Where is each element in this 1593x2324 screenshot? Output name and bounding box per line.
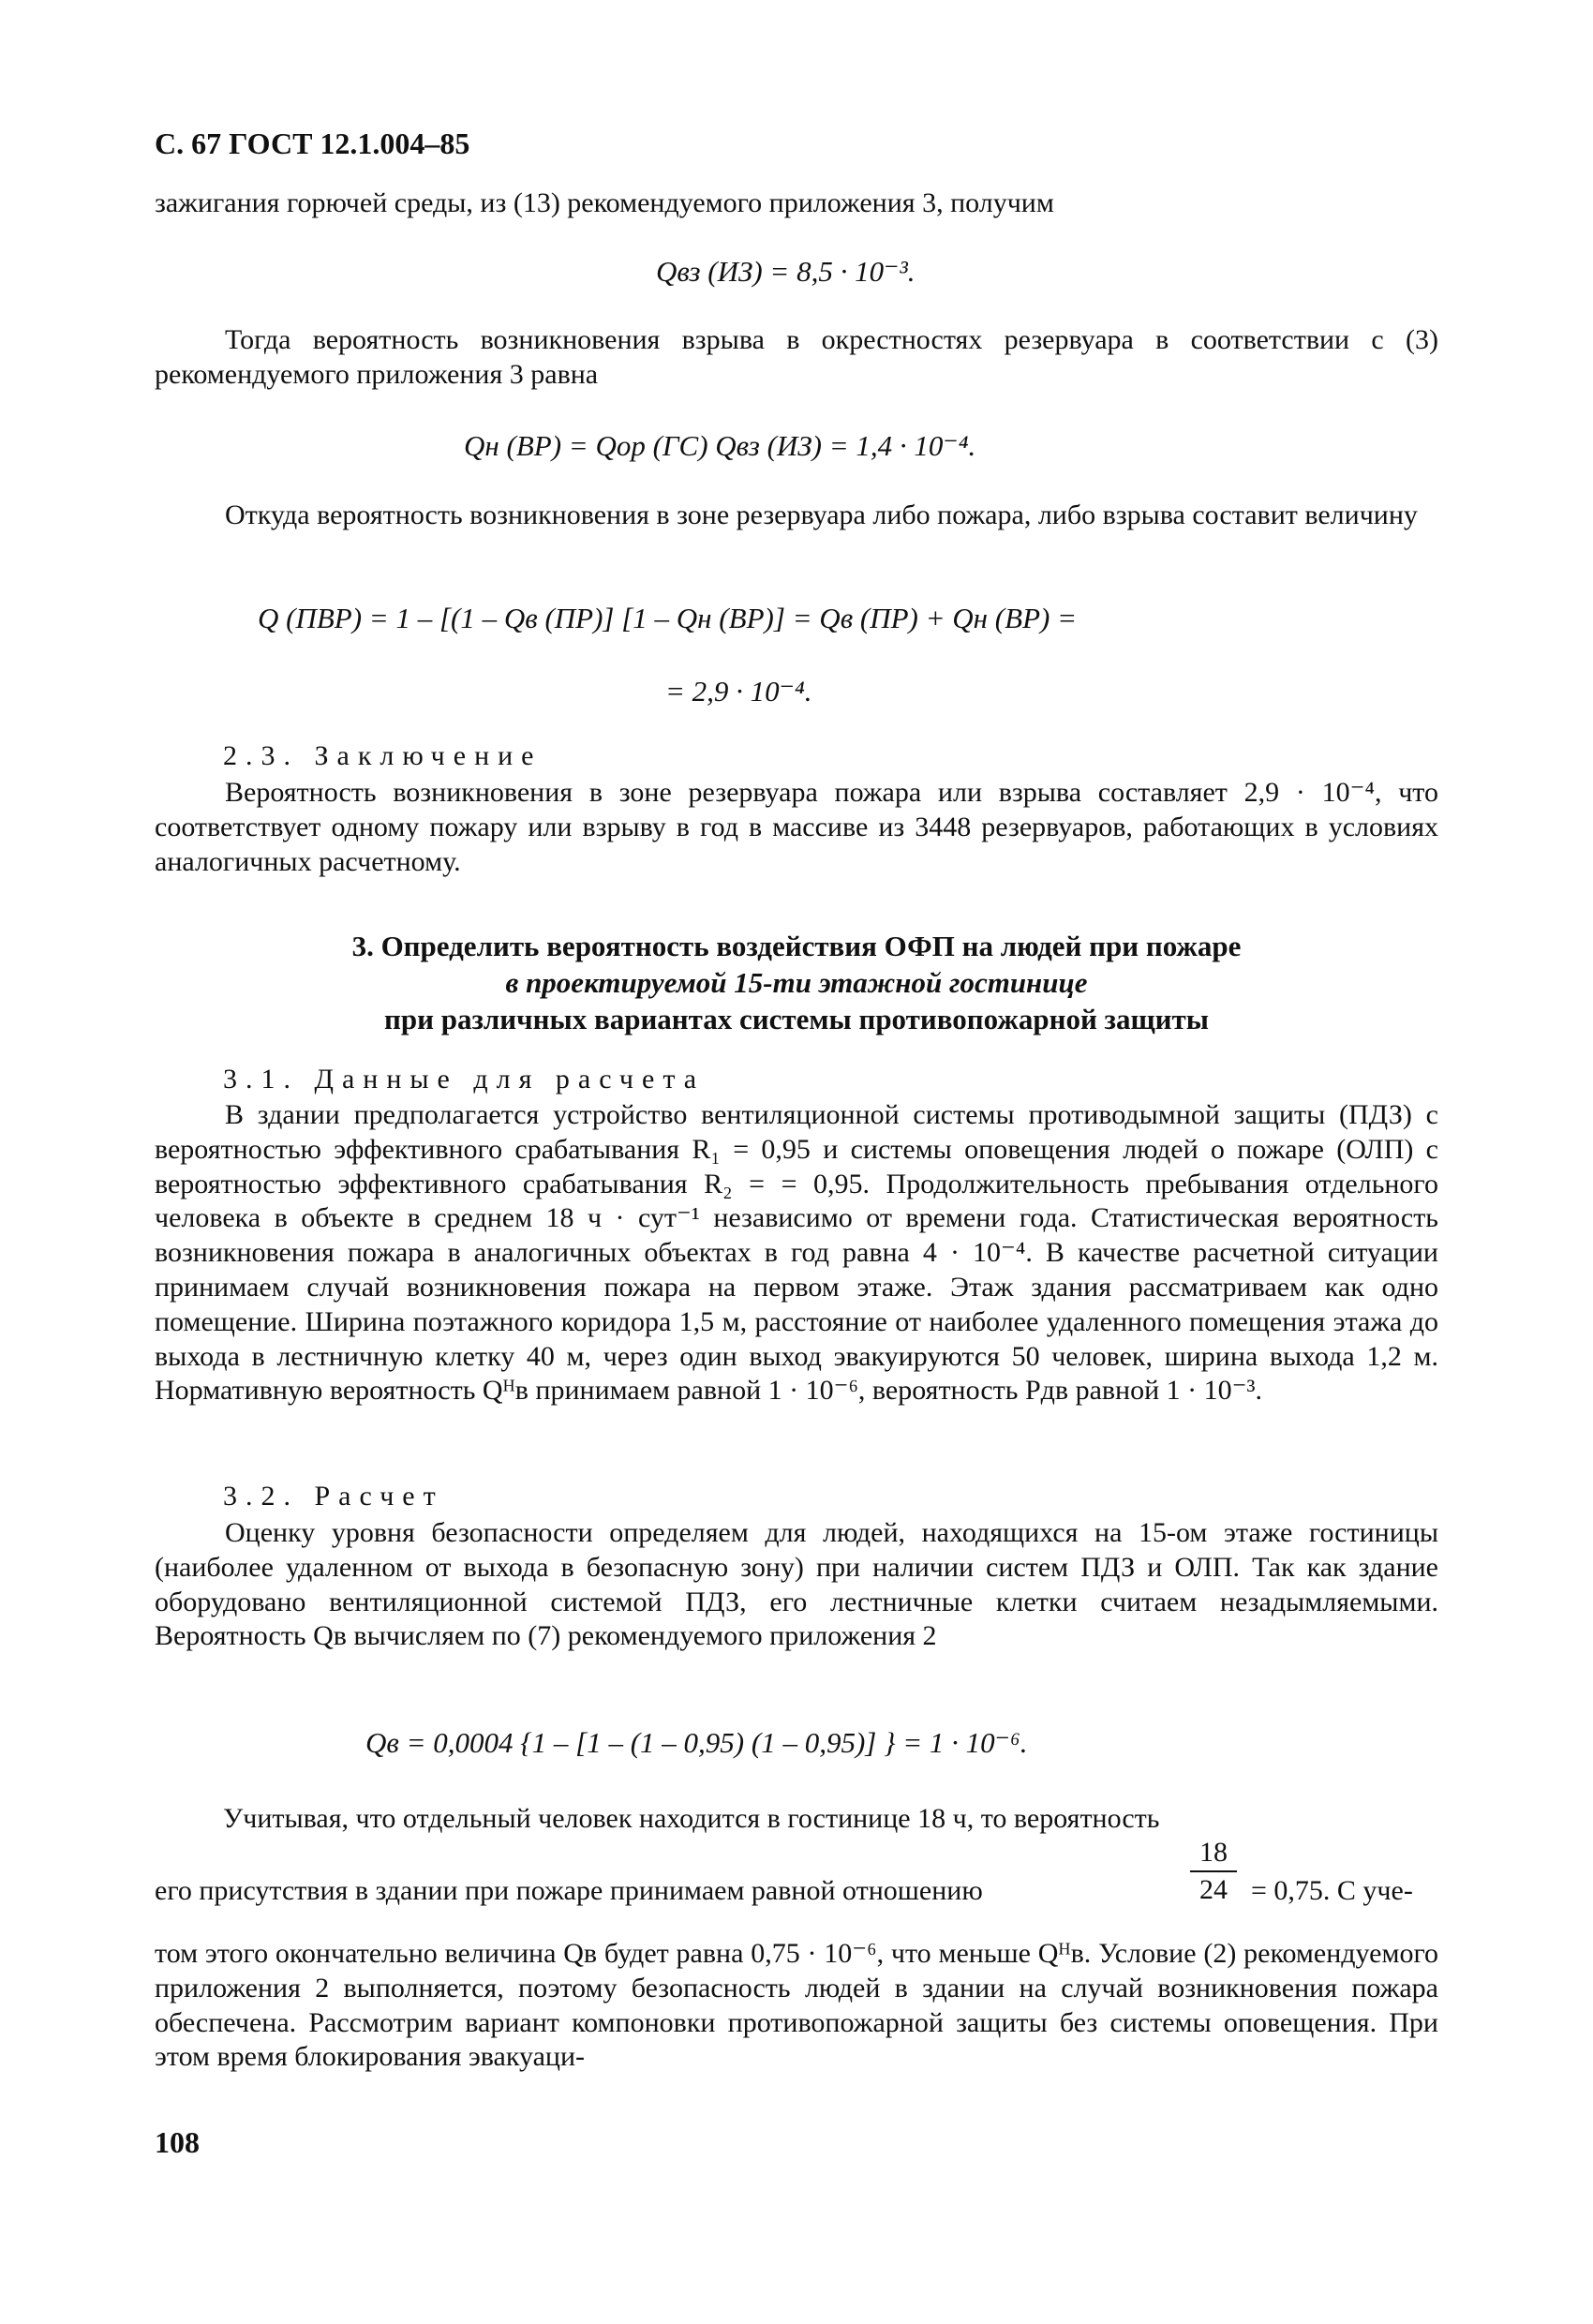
- paragraph-5: [155, 1098, 1438, 1408]
- paragraph-8: том этого окончательно величина Qв будет равна 0,75 · 10⁻⁶, что меньше Qᴴв. Условие (2) рекомендуемого приложения 2 выполняется, поэтому безопасность людей в здании на случай возникновения пожара обеспечена. Рассмотрим вариант компоновки противопожарной защиты без системы оповещения. При этом время блокирования эвакуаци-: [155, 1938, 1438, 2073]
- paragraph-7-line-2-end: = 0,75. С уче-: [1251, 1875, 1413, 1906]
- paragraph-7-line-2: его присутствия в здании при пожаре принимаем равной отношению: [155, 1875, 983, 1906]
- formula-4: Qв = 0,0004 {1 – [1 – (1 – 0,95) (1 – 0,95)] } = 1 · 10⁻⁶.: [365, 1726, 1028, 1759]
- paragraph-5-text: В здании предполагается устройство вентиляционной системы противодымной защиты (ПДЗ) с вероятностью эффективного срабатывания R₁ = 0,95 и системы оповещения людей о пожаре (ОЛП) с вероятностью эффективного срабатывания R₂ = = 0,95. Продолжительность пребывания отдельного человека в объекте в среднем 18 ч · сут⁻¹ независимо от времени года. Статистическая вероятность возникновения пожара в аналогичных объектах в год равна 4 · 10⁻⁴. В качестве расчетной ситуации принимаем случай возникновения пожара на первом этаже. Этаж здания рассматриваем как одно помещение. Ширина поэтажного коридора 1,5 м, расстояние от наиболее удаленного помещения этажа до выхода в лестничную клетку 40 м, через один выход эвакуируются 50 человек, ширина выхода 1,2 м. Нормативную вероятность Qᴴв принимаем равной 1 · 10⁻⁶, вероятность Pдв равной 1 · 10⁻³.: [155, 1099, 1438, 1407]
- paragraph-4: [155, 776, 1438, 879]
- section-3-2-heading: 3.2. Расчет: [223, 1481, 444, 1512]
- paragraph-7-line-1: Учитывая, что отдельный человек находится в гостинице 18 ч, то вероятность: [223, 1803, 1160, 1834]
- paragraph-6: [155, 1516, 1438, 1654]
- fraction-numerator: 18: [1199, 1837, 1228, 1868]
- fraction-18-24: [1185, 1837, 1242, 1906]
- section-3-title-line-3: при различных вариантах системы противопожарной защиты: [384, 1003, 1209, 1035]
- formula-3a: Q (ПВР) = 1 – [(1 – Qв (ПР)] [1 – Qн (ВР)] = Qв (ПР) + Qн (ВР) =: [258, 602, 1077, 634]
- paragraph-3: [155, 499, 1438, 533]
- formula-1: Qвз (ИЗ) = 8,5 · 10⁻³.: [656, 255, 916, 288]
- page-number: 108: [155, 2125, 200, 2159]
- section-2-3-heading: 2.3. Заключение: [223, 740, 543, 771]
- formula-2: Qн (ВР) = Qор (ГС) Qвз (ИЗ) = 1,4 · 10⁻⁴.: [464, 429, 976, 462]
- paragraph-6-text: Оценку уровня безопасности определяем для людей, находящихся на 15-ом этаже гостиницы (наиболее удаленном от выхода в безопасную зону) при наличии систем ПДЗ и ОЛП. Так как здание оборудовано вентиляционной системой ПДЗ, его лестничные клетки считаем незадымляемыми. Вероятность Qв вычисляем по (7) рекомендуемого приложения 2: [155, 1517, 1438, 1652]
- section-3-title-line-1: 3. Определить вероятность воздействия ОФП на людей при пожаре: [351, 930, 1242, 962]
- paragraph-4-text: Вероятность возникновения в зоне резервуара пожара или взрыва составляет 2,9 · 10⁻⁴, что соответствует одному пожару или взрыву в год в массиве из 3448 резервуаров, работающих в условиях аналогичных расчетному.: [155, 777, 1438, 877]
- paragraph-2-text: Тогда вероятность возникновения взрыва в окрестностях резервуара в соответствии с (3) рекомендуемого приложения 3 равна: [155, 324, 1438, 390]
- formula-3b: = 2,9 · 10⁻⁴.: [665, 675, 812, 708]
- paragraph-3-text: Откуда вероятность возникновения в зоне резервуара либо пожара, либо взрыва составит величину: [225, 499, 1418, 530]
- page-header: С. 67 ГОСТ 12.1.004–85: [155, 127, 470, 160]
- fraction-denominator: 24: [1199, 1874, 1228, 1905]
- paragraph-2: [155, 323, 1438, 393]
- section-3-title-line-2: в проектируемой 15-ти этажной гостинице: [505, 966, 1088, 999]
- fraction-bar: [1190, 1870, 1237, 1872]
- paragraph-1: зажигания горючей среды, из (13) рекомендуемого приложения 3, получим: [155, 187, 1054, 218]
- section-3-1-heading: 3.1. Данные для расчета: [223, 1064, 706, 1095]
